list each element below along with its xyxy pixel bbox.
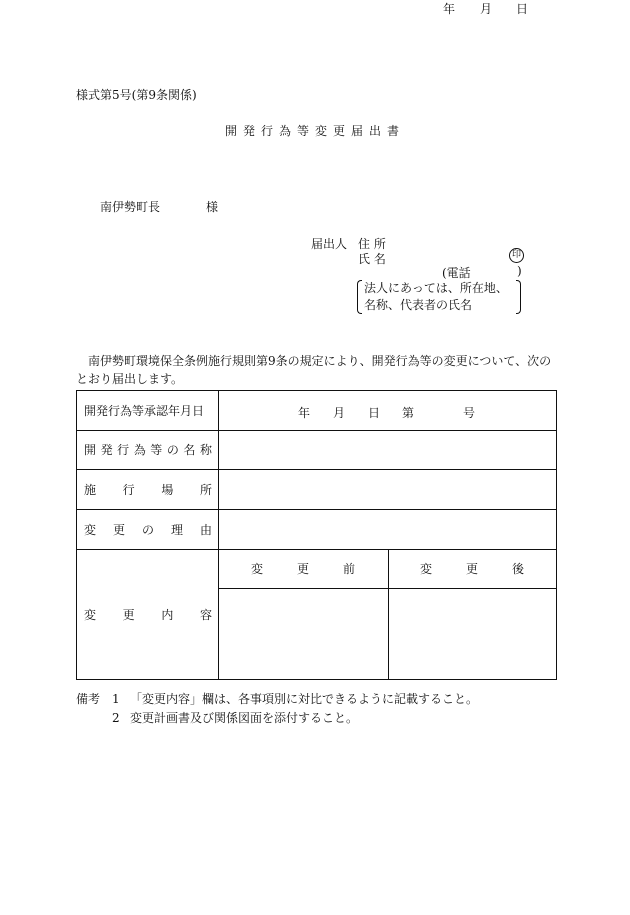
corp-note-right-bracket: [516, 280, 521, 314]
after-change-header-char: 後: [511, 562, 524, 576]
approval-number-suffix: 号: [463, 406, 476, 420]
before-change-field[interactable]: [219, 589, 388, 679]
location-label-cell-char: 施: [84, 482, 97, 497]
reason-label-cell-char: 理: [170, 522, 183, 537]
development-name-field[interactable]: [219, 431, 556, 469]
approval-date-label-cell: [84, 391, 212, 430]
reason-label-cell-char: の: [141, 522, 154, 537]
remark-text: 「変更内容」欄は、各事項別に対比できるように記載すること。: [130, 692, 479, 706]
approval-date-label: 開発行為等承認年月日: [84, 404, 205, 418]
change-content-label-cell-char: 容: [199, 607, 212, 622]
date-day-label: 日: [516, 2, 529, 16]
before-change-header: [251, 549, 355, 588]
before-change-header-char: 前: [342, 562, 355, 576]
after-change-header-char: 更: [465, 562, 478, 576]
approval-date-year: 年: [298, 406, 311, 420]
corporation-note: [364, 280, 508, 314]
development-name-label-cell-char: 行: [117, 443, 130, 457]
development-name-label-cell-char: 名: [183, 443, 196, 457]
reason-label-cell-char: 更: [112, 522, 125, 537]
corporation-note-line1: 法人にあっては、所在地、: [364, 281, 508, 295]
remark-item: [76, 709, 478, 728]
applicant-label: 届出人: [311, 237, 348, 251]
name-label: 氏 名: [358, 252, 386, 266]
approval-number-prefix: 第: [402, 406, 415, 420]
phone-close-paren: ): [517, 264, 522, 278]
remark-number: 2: [112, 711, 120, 725]
recipient-honorific: 様: [206, 200, 219, 214]
approval-date-day: 日: [368, 406, 381, 420]
remark-item: [76, 690, 478, 709]
development-name-label-cell-char: 為: [133, 443, 146, 457]
development-name-label-cell-char: 称: [199, 443, 212, 457]
location-label-cell-char: 行: [122, 482, 135, 497]
seal-mark-icon: 印: [509, 248, 524, 263]
development-name-label-cell-char: の: [166, 443, 179, 457]
approval-date-month: 月: [333, 406, 346, 420]
recipient-name: 南伊勢町長: [100, 200, 161, 214]
before-change-header-char: 変: [251, 562, 264, 576]
change-content-label-cell-char: 変: [84, 607, 97, 622]
body-text: [76, 352, 556, 388]
corporation-note-line2: 名称、代表者の氏名: [364, 298, 473, 312]
change-details-table: [76, 390, 557, 680]
body-text-content: 南伊勢町環境保全条例施行規則第9条の規定により、開発行為等の変更について、次のとおり届出します。: [76, 354, 552, 386]
reason-field[interactable]: [219, 510, 556, 549]
development-name-label-cell-char: 開: [84, 443, 97, 457]
reason-label-cell-char: 変: [84, 522, 97, 537]
form-number: 様式第5号(第9条関係): [76, 88, 197, 102]
phone-label: (電話: [442, 266, 471, 280]
date-month-label: 月: [480, 2, 493, 16]
development-name-label-cell-char: 等: [150, 443, 163, 457]
remark-text: 変更計画書及び関係図面を添付すること。: [130, 711, 359, 725]
form-title: 開発行為等変更届出書: [224, 124, 405, 138]
address-label: 住 所: [358, 237, 386, 251]
change-content-label-cell-char: 内: [161, 607, 174, 622]
remarks: [76, 690, 478, 728]
after-change-field[interactable]: [389, 589, 556, 679]
remark-number: 1: [112, 692, 120, 706]
development-name-label-cell: [84, 430, 212, 469]
reason-label-cell-char: 由: [199, 522, 212, 537]
location-label-cell: [84, 469, 212, 509]
after-change-header-char: 変: [420, 562, 433, 576]
date-year-label: 年: [443, 2, 456, 16]
remarks-label: 備考: [76, 692, 101, 706]
development-name-label-cell-char: 発: [100, 443, 113, 457]
location-label-cell-char: 所: [199, 482, 212, 497]
change-content-label-cell: [84, 549, 212, 679]
location-field[interactable]: [219, 470, 556, 509]
location-label-cell-char: 場: [161, 482, 174, 497]
change-content-label-cell-char: 更: [122, 607, 135, 622]
reason-label-cell: [84, 509, 212, 549]
corp-note-left-bracket: [357, 280, 362, 314]
before-change-header-char: 更: [296, 562, 309, 576]
after-change-header: [420, 549, 524, 588]
